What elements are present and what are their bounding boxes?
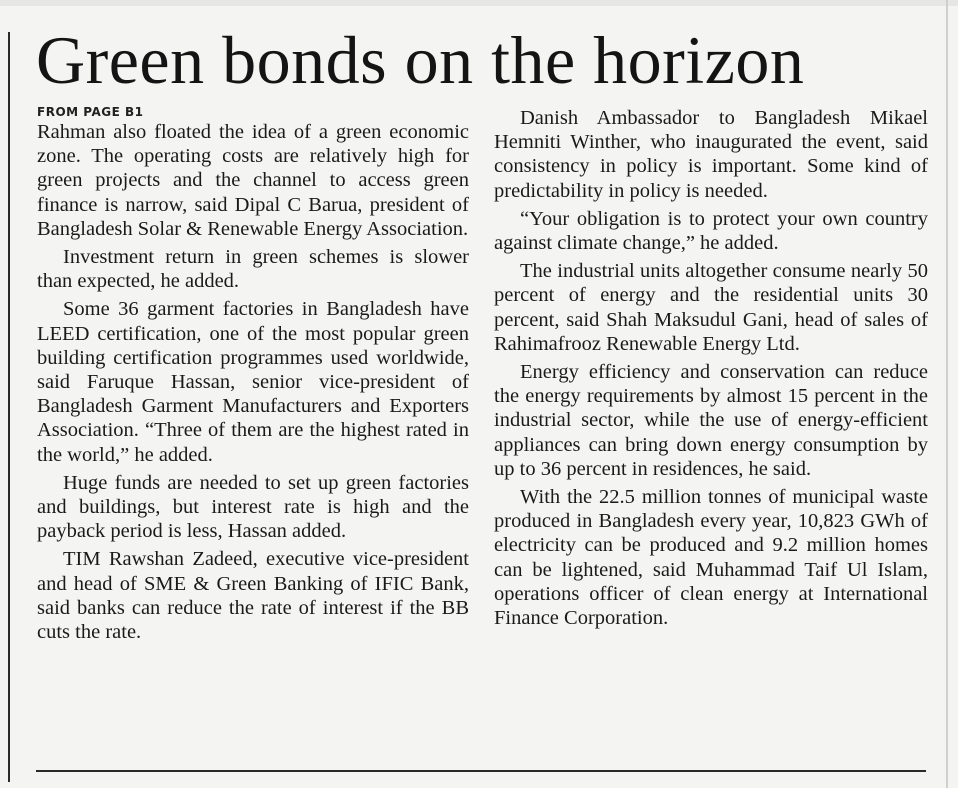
left-column: [37, 104, 469, 648]
continuation-kicker: FROM PAGE B1: [37, 105, 144, 119]
paragraph: Investment return in green schemes is slower than expected, he added.: [37, 246, 469, 293]
paragraph: TIM Rawshan Zadeed, executive vice-president and head of SME & Green Banking of IFIC Bank, said banks can reduce the rate of interest if the BB cuts the rate.: [37, 548, 469, 644]
paragraph: Energy efficiency and conservation can reduce the energy requirements by almost 15 percent in the industrial sector, while the use of energy-efficient appliances can bring down energy consumption by up to 36 percent in residences, he said.: [494, 361, 928, 480]
headline: Green bonds on the horizon: [36, 22, 805, 98]
paragraph: Some 36 garment factories in Bangladesh have LEED certification, one of the most popular green building certification programmes used worldwide, said Faruque Hassan, senior vice-president of Bangladesh Garment Manufacturers and Exporters Association. “Three of them are the highest rated in the world,” he added.: [37, 298, 469, 466]
paragraph: Huge funds are needed to set up green factories and buildings, but interest rate is high and the payback period is less, Hassan added.: [37, 471, 469, 543]
left-column-rule: [8, 32, 10, 782]
paragraph: Rahman also floated the idea of a green economic zone. The operating costs are relatively high for green projects and the channel to access green finance is narrow, said Dipal C Barua, president of Bangladesh Solar & Renewable Energy Association.: [37, 121, 469, 240]
paragraph: The industrial units altogether consume nearly 50 percent of energy and the residential units 30 percent, said Shah Maksudul Gani, head of sales of Rahimafrooz Renewable Energy Ltd.: [494, 260, 928, 355]
paragraph: With the 22.5 million tonnes of municipal waste produced in Bangladesh every year, 10,823 GWh of electricity can be produced and 9.2 million homes can be lightened, said Muhammad Taif Ul Islam, operations officer of clean energy at International Finance Corporation.: [494, 486, 928, 630]
right-column: [494, 106, 928, 634]
bottom-rule: [36, 770, 926, 772]
top-border: [0, 0, 958, 6]
right-page-edge: [946, 0, 948, 788]
paragraph: Danish Ambassador to Bangladesh Mikael Hemniti Winther, who inaugurated the event, said consistency in policy is important. Some kind of predictability in policy is needed.: [494, 107, 928, 202]
paragraph: “Your obligation is to protect your own country against climate change,” he added.: [494, 207, 928, 255]
